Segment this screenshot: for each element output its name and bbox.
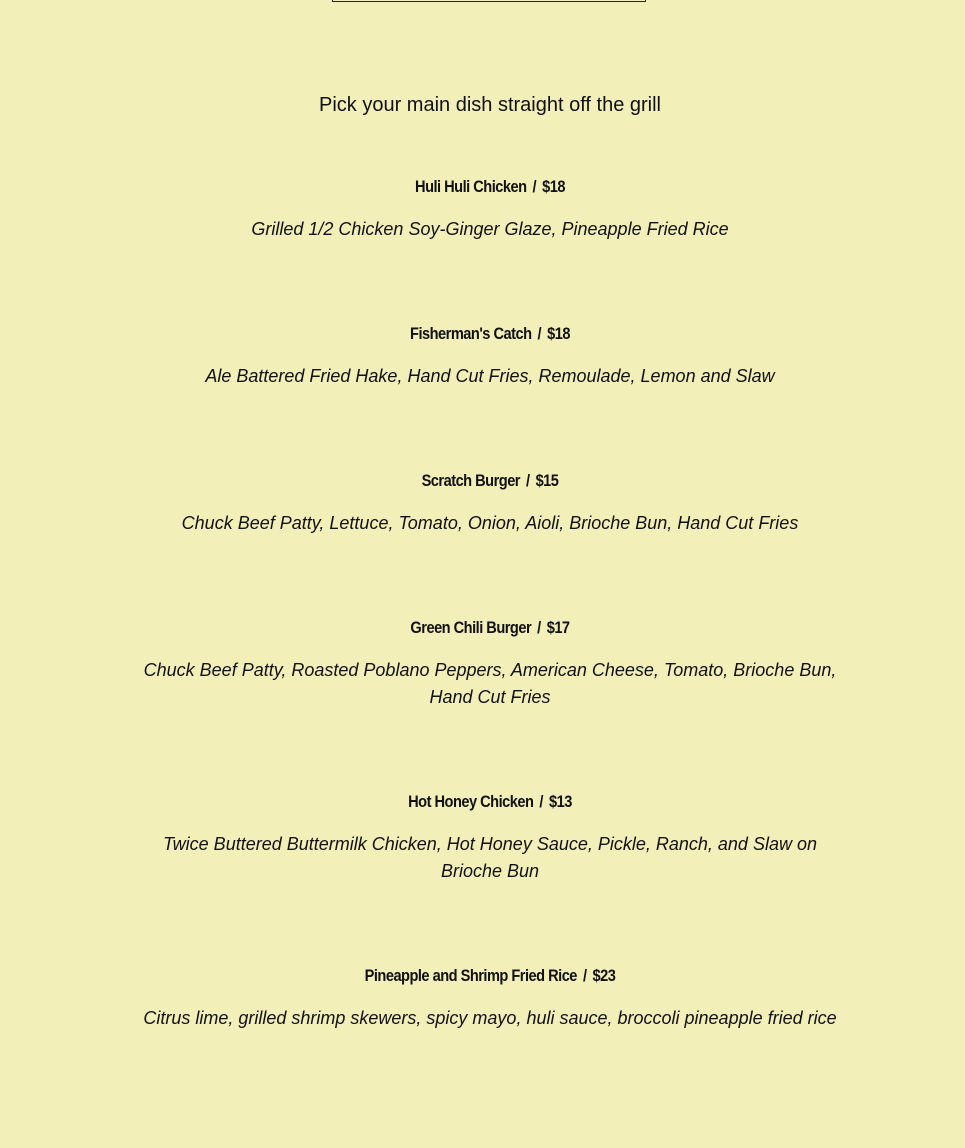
menu-item-name: Scratch Burger xyxy=(421,471,520,490)
menu-item-separator: / xyxy=(525,471,530,490)
menu-item-description: Chuck Beef Patty, Lettuce, Tomato, Onion, Aioli, Brioche Bun, Hand Cut Fries xyxy=(181,513,799,533)
menu-item-title xyxy=(69,323,912,345)
menu-item-separator: / xyxy=(537,324,542,343)
menu-item-price: $18 xyxy=(542,177,565,196)
menu-item-separator: / xyxy=(537,618,541,637)
menu-item-price: $18 xyxy=(547,324,570,343)
menu-item-price: $13 xyxy=(548,792,572,811)
menu-item-description: Chuck Beef Patty, Roasted Poblano Peppers, American Cheese, Tomato, Brioche Bun, Hand Cut Fries xyxy=(143,660,837,707)
menu-item-title xyxy=(69,470,912,492)
menu-item-name: Huli Huli Chicken xyxy=(415,177,527,196)
menu-subtitle: Pick your main dish straight off the grill xyxy=(318,94,661,116)
menu-item-description: Citrus lime, grilled shrimp skewers, spicy mayo, huli sauce, broccoli pineapple fried rice xyxy=(143,1008,837,1028)
menu-item-title xyxy=(69,617,912,639)
menu-item-separator: / xyxy=(582,966,587,985)
menu-item-price: $17 xyxy=(546,618,570,637)
menu-item-description: Twice Buttered Buttermilk Chicken, Hot Honey Sauce, Pickle, Ranch, and Slaw on Brioche Bun xyxy=(163,834,817,881)
menu-item xyxy=(0,470,965,537)
menu-item xyxy=(0,323,965,390)
menu-item-title xyxy=(69,965,912,987)
menu-item-description: Ale Battered Fried Hake, Hand Cut Fries, Remoulade, Lemon and Slaw xyxy=(205,366,775,386)
menu-item-name: Hot Honey Chicken xyxy=(408,792,534,811)
menu-item-name: Green Chili Burger xyxy=(410,618,532,637)
menu-item xyxy=(0,791,965,885)
menu-item-description: Grilled 1/2 Chicken Soy-Ginger Glaze, Pineapple Fried Rice xyxy=(251,219,729,239)
menu-item-price: $15 xyxy=(535,471,559,490)
menu-item-title xyxy=(69,176,912,198)
menu-item xyxy=(0,965,965,1032)
menu-item-name: Pineapple and Shrimp Fried Rice xyxy=(364,966,577,985)
menu-item xyxy=(0,617,965,711)
top-frame-edge xyxy=(332,0,646,2)
menu-item-separator: / xyxy=(539,792,543,811)
menu-item-title xyxy=(69,791,912,813)
menu-item-separator: / xyxy=(532,177,537,196)
menu-item-price: $23 xyxy=(592,966,616,985)
menu-item xyxy=(0,176,965,243)
menu-item-name: Fisherman's Catch xyxy=(410,324,532,343)
